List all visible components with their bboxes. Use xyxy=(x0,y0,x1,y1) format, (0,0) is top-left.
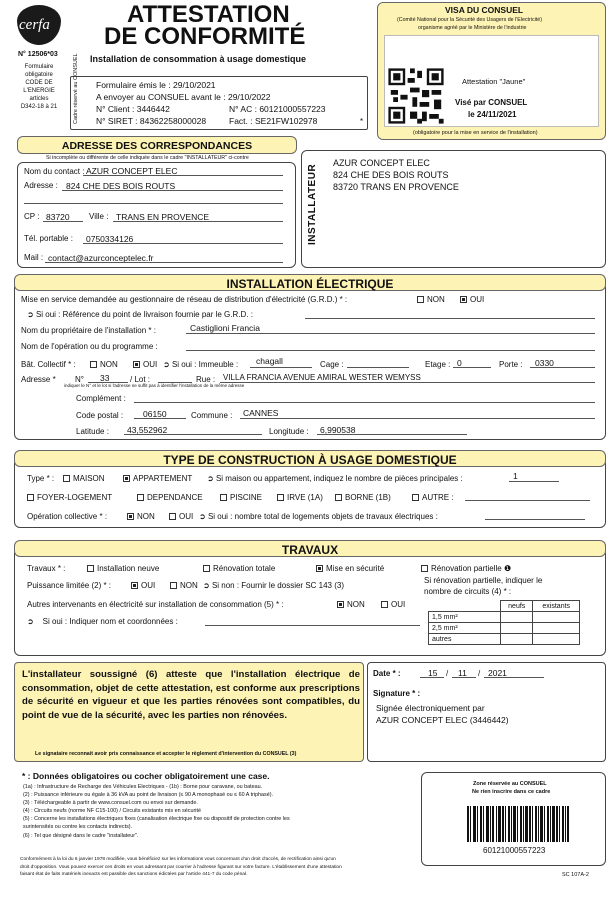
checkbox[interactable] xyxy=(316,565,323,572)
rue-value[interactable]: VILLA FRANCIA AVENUE AMIRAL WESTER WEMYSS xyxy=(223,373,421,382)
date-label: Date * : xyxy=(373,669,401,678)
installateur-label: INSTALLATEUR xyxy=(307,163,318,245)
commune-line xyxy=(240,418,595,419)
pieces-value[interactable]: 1 xyxy=(513,471,518,481)
travaux-partielle[interactable]: Rénovation partielle ❶ xyxy=(421,564,511,573)
longitude-value[interactable]: 6,990538 xyxy=(320,425,356,435)
num-value[interactable]: 33 xyxy=(100,373,110,383)
autres-non[interactable]: NON xyxy=(337,600,365,609)
checkbox[interactable] xyxy=(203,565,210,572)
collective-label: Opération collective * : xyxy=(27,512,108,521)
indiquer-line xyxy=(205,625,420,626)
checkbox[interactable] xyxy=(220,494,227,501)
signature-label: Signature * : xyxy=(373,689,421,698)
proprio-value[interactable]: Castiglioni Francia xyxy=(190,323,260,333)
lot-label: / Lot : xyxy=(130,375,151,384)
travaux-title: TRAVAUX xyxy=(14,540,606,557)
contact-value[interactable]: AZUR CONCEPT ELEC xyxy=(86,166,178,176)
logements-label: ➲ Si oui : nombre total de logements objets de travaux électriques : xyxy=(199,512,438,521)
cell[interactable] xyxy=(533,612,580,623)
day-line xyxy=(420,677,444,678)
elec-si-oui: ➲ Si oui : Référence du point de livraison fournie par le G.R.D. : xyxy=(27,310,253,319)
info-icon: ❶ xyxy=(501,564,512,573)
puissance-label: Puissance limitée (2) * : xyxy=(27,581,112,590)
adresse-line2 xyxy=(24,203,283,204)
checkbox[interactable] xyxy=(170,582,177,589)
complement-label: Complément : xyxy=(76,394,126,403)
autres-oui[interactable]: OUI xyxy=(381,600,405,609)
latitude-label: Latitude : xyxy=(76,427,109,436)
checkbox[interactable] xyxy=(90,361,97,368)
etage-line xyxy=(453,367,491,368)
cell[interactable] xyxy=(501,612,533,623)
operation-line xyxy=(186,350,595,351)
cell[interactable] xyxy=(501,623,533,634)
checkbox[interactable] xyxy=(123,475,130,482)
footer-notes: (1a) : Infrastructure de Recharge des Véhicules Electriques - (1b) : Borne pour caravane, ou bateau. (2) : Puissance inférieure ou égale à 36 kVA au point de livraison (≤ 90 A monophasé ou ≤ 60 A triphasé). (3) : Téléchargeable à partir de www.consuel.com ou envoi sur demande. (4) : Circuits neufs (norme NF C15-100) / Circuits existants mis en sécurité (5) : Concerne les installations électriques fixes (canalisation électrique fixe ou dispositif de protection contre les surintensités ou contre les contacts indirects). (6) : Tel que désigné dans le cadre "installateur". xyxy=(23,784,290,839)
qr-code-icon xyxy=(386,66,446,126)
rue-line xyxy=(220,382,595,383)
ville-line xyxy=(113,221,283,222)
visa-org1: (Comité National pour la Sécurité des Usagers de l'Electricité) xyxy=(397,17,542,23)
collective-non[interactable]: NON xyxy=(127,512,155,521)
etage-label: Etage : xyxy=(425,360,451,369)
month-line xyxy=(452,677,476,678)
mail-label: Mail : xyxy=(24,253,44,262)
checkbox[interactable] xyxy=(460,296,467,303)
type-dependance[interactable]: DEPENDANCE xyxy=(137,493,203,502)
type-autre[interactable]: AUTRE : xyxy=(412,493,454,502)
checkbox[interactable] xyxy=(87,565,94,572)
indiquer-label: ➲ Si oui : Indiquer nom et coordonnées : xyxy=(27,617,178,626)
barcode-number: 60121000557223 xyxy=(483,846,546,855)
cerfa-logo-text: cerfa xyxy=(19,17,50,33)
porte-line xyxy=(530,367,595,368)
contact-label: Nom du contact : xyxy=(24,167,85,176)
footer-legal: Conformément à la loi du 6 janvier 1978 modifiée, vous bénéficiez sur les informations vous concernant d'un droit d'accès, de rectification ainsi qu'un droit d'opposition. Vous pouvez exercer ces droits en vous adressant par courrier à l'adresse figurant sur votre facture. L'établissement d'une attestation faisant état de faits matériels inexacts est passible des sanctions édictées par l'article 441-7 du code pénal. xyxy=(20,857,342,878)
commune-value[interactable]: CANNES xyxy=(243,408,279,418)
longitude-line xyxy=(317,434,467,435)
tel-label: Tél. portable : xyxy=(24,234,73,243)
elec-title: INSTALLATION ÉLECTRIQUE xyxy=(14,274,606,291)
circuits-table xyxy=(428,600,580,645)
autre-line xyxy=(465,500,590,501)
latitude-value[interactable]: 43,552962 xyxy=(127,425,168,435)
reserved-label: Cadre réservé au CONSUEL xyxy=(73,53,79,124)
code-postal-line xyxy=(134,418,186,419)
col-neufs: neufs xyxy=(501,601,533,612)
siret-number: N° SIRET : 84362258000028 xyxy=(96,116,207,126)
mail-line xyxy=(45,262,283,263)
type-irve[interactable]: IRVE (1A) xyxy=(277,493,323,502)
travaux-neuve[interactable]: Installation neuve xyxy=(87,564,159,573)
envoyer-date: A envoyer au CONSUEL avant le : 29/10/2022 xyxy=(96,92,271,102)
immeuble-line xyxy=(250,367,312,368)
arrow-right-icon: ➲ xyxy=(27,310,36,319)
invoice-number: Fact. : SE21FW102978 xyxy=(229,116,318,126)
construction-title: TYPE DE CONSTRUCTION À USAGE DOMESTIQUE xyxy=(14,450,606,467)
type-maison[interactable]: MAISON xyxy=(63,474,105,483)
installateur-line1: AZUR CONCEPT ELEC xyxy=(333,158,430,168)
checkbox[interactable] xyxy=(137,494,144,501)
visa-date: le 24/11/2021 xyxy=(468,110,517,119)
type-appartement[interactable]: APPARTEMENT xyxy=(123,474,192,483)
title-line1: ATTESTATION xyxy=(127,1,290,28)
commune-label: Commune : xyxy=(191,411,233,420)
bat-non[interactable]: NON xyxy=(90,360,118,369)
immeuble-label: ➲ Si oui : Immeuble : xyxy=(163,360,239,369)
arrow-right-icon: ➲ xyxy=(207,474,216,483)
barcode-icon xyxy=(467,806,569,842)
cp-line xyxy=(43,221,83,222)
form-code: SC 107A-2 xyxy=(562,872,589,878)
visa-org2: organisme agréé par le Ministère de l'industrie xyxy=(418,25,527,31)
visa-title: VISA DU CONSUEL xyxy=(445,5,524,15)
checkbox[interactable] xyxy=(131,582,138,589)
title-line2: DE CONFORMITÉ xyxy=(104,23,306,50)
partielle-note1: Si rénovation partielle, indiquer le xyxy=(424,576,543,585)
declaration-text: L'installateur soussigné (6) atteste que l'installation électrique de consommation, objet de cette attestation, est conforme aux prescriptions de sécurité en vigueur et que les parties rénovées sont compatibles, du point de vue de la sécurité, avec les parties non rénovées. xyxy=(22,669,360,721)
cell[interactable] xyxy=(501,634,533,645)
code-postal-label: Code postal : xyxy=(76,411,124,420)
correspondance-title: ADRESSE DES CORRESPONDANCES xyxy=(17,136,297,154)
type-piscine[interactable]: PISCINE xyxy=(220,493,262,502)
cell[interactable] xyxy=(533,634,580,645)
ac-number: N° AC : 60121000557223 xyxy=(229,104,326,114)
checkbox[interactable] xyxy=(27,494,34,501)
subtitle: Installation de consommation à usage domestique xyxy=(90,54,307,64)
proprio-line xyxy=(186,333,595,334)
code-postal-value[interactable]: 06150 xyxy=(143,409,167,419)
type-label: Type * : xyxy=(27,474,55,483)
checkbox[interactable] xyxy=(381,601,388,608)
elec-mise-oui[interactable]: OUI xyxy=(460,295,484,304)
col-existants: existants xyxy=(533,601,580,612)
checkbox[interactable] xyxy=(337,601,344,608)
type-foyer[interactable]: FOYER-LOGEMENT xyxy=(27,493,112,502)
row-label: 1,5 mm² xyxy=(429,612,501,623)
arrow-right-icon: ➲ xyxy=(203,581,212,590)
visa-vise: Visé par CONSUEL xyxy=(455,98,528,107)
emis-date: Formulaire émis le : 29/10/2021 xyxy=(96,80,216,90)
declaration-note: Le signataire reconnait avoir pris connaissance et accepter le règlement d'intervention du CONSUEL (3) xyxy=(35,751,297,757)
cell[interactable] xyxy=(533,623,580,634)
type-borne[interactable]: BORNE (1B) xyxy=(335,493,391,502)
etage-value[interactable]: 0 xyxy=(457,358,462,368)
visa-attestation: Attestation "Jaune" xyxy=(462,77,526,86)
installateur-line3: 83720 TRANS EN PROVENCE xyxy=(333,182,459,192)
immeuble-value[interactable]: chagall xyxy=(256,356,283,366)
operation-label: Nom de l'opération ou du programme : xyxy=(21,342,158,351)
checkbox[interactable] xyxy=(277,494,284,501)
sc143-label: ➲ Si non : Fournir le dossier SC 143 (3) xyxy=(203,581,344,590)
date-sep: / xyxy=(478,669,481,678)
checkbox[interactable] xyxy=(417,296,424,303)
bat-label: Bât. Collectif * : xyxy=(21,360,76,369)
signature-line2: AZUR CONCEPT ELEC (3446442) xyxy=(376,715,509,725)
longitude-label: Longitude : xyxy=(269,427,309,436)
elec-mise-non[interactable]: NON xyxy=(417,295,445,304)
adresse-line xyxy=(62,190,283,191)
collective-oui[interactable]: OUI xyxy=(169,512,193,521)
cp-label: CP : xyxy=(24,212,40,221)
adresse-elec-label: Adresse * xyxy=(21,375,56,384)
partielle-note2: nombre de circuits (4) * : xyxy=(424,587,512,596)
date-year[interactable]: 2021 xyxy=(488,668,507,678)
rue-label: Rue : xyxy=(196,375,216,384)
num-label: N° xyxy=(75,375,84,384)
travaux-label: Travaux * : xyxy=(27,564,66,573)
arrow-right-icon: ➲ xyxy=(163,360,172,369)
contact-line xyxy=(83,175,283,176)
checkbox[interactable] xyxy=(127,513,134,520)
form-number: N° 12506*03 xyxy=(18,51,58,58)
zone-subtitle: Ne rien inscrire dans ce cadre xyxy=(472,789,551,795)
travaux-securite[interactable]: Mise en sécurité xyxy=(316,564,384,573)
travaux-totale[interactable]: Rénovation totale xyxy=(203,564,275,573)
autres-label: Autres intervenants en électricité sur installation de consommation (5) * : xyxy=(27,600,284,609)
signature-line1: Signée électroniquement par xyxy=(376,703,485,713)
puissance-oui[interactable]: OUI xyxy=(131,581,155,590)
puissance-non[interactable]: NON xyxy=(170,581,198,590)
checkbox[interactable] xyxy=(412,494,419,501)
checkbox[interactable] xyxy=(335,494,342,501)
checkbox[interactable] xyxy=(421,565,428,572)
adresse-label: Adresse : xyxy=(24,181,58,190)
client-number: N° Client : 3446442 xyxy=(96,104,170,114)
row-label: 2,5 mm² xyxy=(429,623,501,634)
checkbox[interactable] xyxy=(63,475,70,482)
ville-label: Ville : xyxy=(89,212,109,221)
form-note: Formulaire obligatoire CODE DE L'ENERGIE articles D342-18 à 21 xyxy=(20,64,58,110)
row-label: autres xyxy=(429,634,501,645)
date-month[interactable]: 11 xyxy=(458,668,467,678)
tel-value[interactable]: 0750334126 xyxy=(86,234,134,244)
porte-label: Porte : xyxy=(499,360,523,369)
adresse-value[interactable]: 824 CHE DES BOIS ROUTS xyxy=(66,181,176,191)
ville-value[interactable]: TRANS EN PROVENCE xyxy=(116,212,210,222)
tel-line xyxy=(83,243,283,244)
date-day[interactable]: 15 xyxy=(428,668,438,678)
cage-line xyxy=(347,367,409,368)
correspondance-note: Si incomplète ou différente de celle indiquée dans le cadre "INSTALLATEUR" ci-contre xyxy=(46,155,249,161)
installateur-line2: 824 CHE DES BOIS ROUTS xyxy=(333,170,449,180)
visa-note: (obligatoire pour la mise en service de l'installation) xyxy=(413,130,538,136)
reserved-star: * xyxy=(360,117,364,126)
elec-ref-line xyxy=(305,318,595,319)
year-line xyxy=(484,677,544,678)
pieces-label: ➲ Si maison ou appartement, indiquez le nombre de pièces principales : xyxy=(207,474,463,483)
checkbox[interactable] xyxy=(169,513,176,520)
lot-note: indiquer le N° et le lot si l'adresse ne suffit pas à identifier l'installation de la même adresse xyxy=(64,383,245,388)
logements-line xyxy=(485,519,585,520)
porte-value[interactable]: 0330 xyxy=(535,358,554,368)
footer-title: * : Données obligatoires ou cocher obligatoirement une case. xyxy=(22,771,270,781)
date-sep: / xyxy=(446,669,449,678)
cp-value[interactable]: 83720 xyxy=(46,212,70,222)
proprio-label: Nom du propriétaire de l'installation * : xyxy=(21,326,156,335)
complement-line xyxy=(134,402,595,403)
zone-title: Zone réservée au CONSUEL xyxy=(473,781,547,787)
cage-label: Cage : xyxy=(320,360,344,369)
checkbox[interactable] xyxy=(133,361,140,368)
elec-mise: Mise en service demandée au gestionnaire de réseau de distribution d'électricité (G.R.D.) * : xyxy=(21,295,348,304)
mail-value[interactable]: contact@azurconceptelec.fr xyxy=(48,253,154,263)
pieces-line xyxy=(509,481,559,482)
arrow-right-icon: ➲ xyxy=(27,617,36,626)
latitude-line xyxy=(124,434,262,435)
bat-oui[interactable]: OUI xyxy=(133,360,157,369)
arrow-right-icon: ➲ xyxy=(199,512,208,521)
